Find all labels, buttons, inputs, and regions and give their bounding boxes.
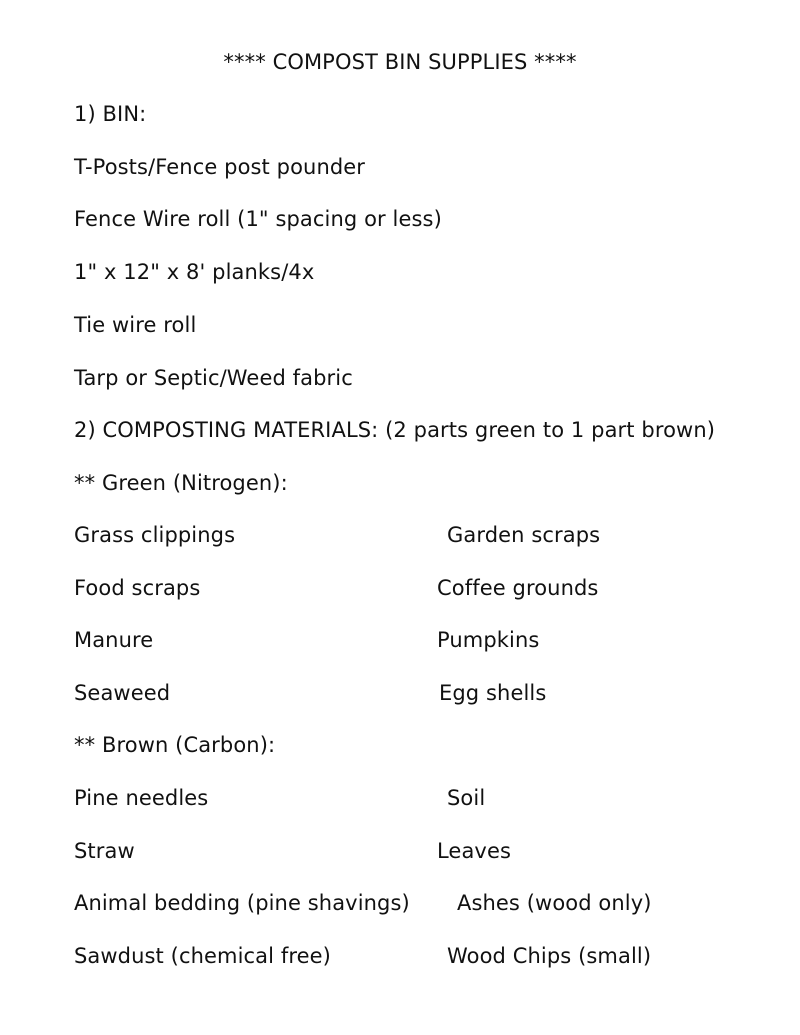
green-item-right: Pumpkins <box>437 628 540 652</box>
brown-item-right: Soil <box>447 786 486 810</box>
green-item-right: Coffee grounds <box>437 576 599 600</box>
green-item-right: Egg shells <box>439 681 547 705</box>
green-item-left: Grass clippings <box>74 523 236 547</box>
brown-heading: ** Brown (Carbon): <box>74 733 276 757</box>
brown-item-left: Pine needles <box>74 786 209 810</box>
green-item-left: Food scraps <box>74 576 201 600</box>
materials-heading: 2) COMPOSTING MATERIALS: (2 parts green to 1 part brown) <box>74 418 716 442</box>
brown-item-right: Ashes (wood only) <box>457 891 652 915</box>
brown-item-left: Straw <box>74 839 135 863</box>
bin-item-tarp: Tarp or Septic/Weed fabric <box>74 366 353 390</box>
bin-item-fence-wire: Fence Wire roll (1" spacing or less) <box>74 207 442 231</box>
green-item-left: Seaweed <box>74 681 171 705</box>
brown-item-left: Animal bedding (pine shavings) <box>74 891 410 915</box>
brown-item-left: Sawdust (chemical free) <box>74 944 331 968</box>
green-item-right: Garden scraps <box>447 523 601 547</box>
green-item-left: Manure <box>74 628 154 652</box>
bin-item-tie-wire: Tie wire roll <box>74 313 197 337</box>
bin-item-tposts: T-Posts/Fence post pounder <box>74 155 366 179</box>
page-title: **** COMPOST BIN SUPPLIES **** <box>223 50 577 74</box>
brown-item-right: Wood Chips (small) <box>447 944 652 968</box>
green-heading: ** Green (Nitrogen): <box>74 471 288 495</box>
bin-item-planks: 1" x 12" x 8' planks/4x <box>74 260 315 284</box>
brown-item-right: Leaves <box>437 839 512 863</box>
bin-heading: 1) BIN: <box>74 102 147 126</box>
